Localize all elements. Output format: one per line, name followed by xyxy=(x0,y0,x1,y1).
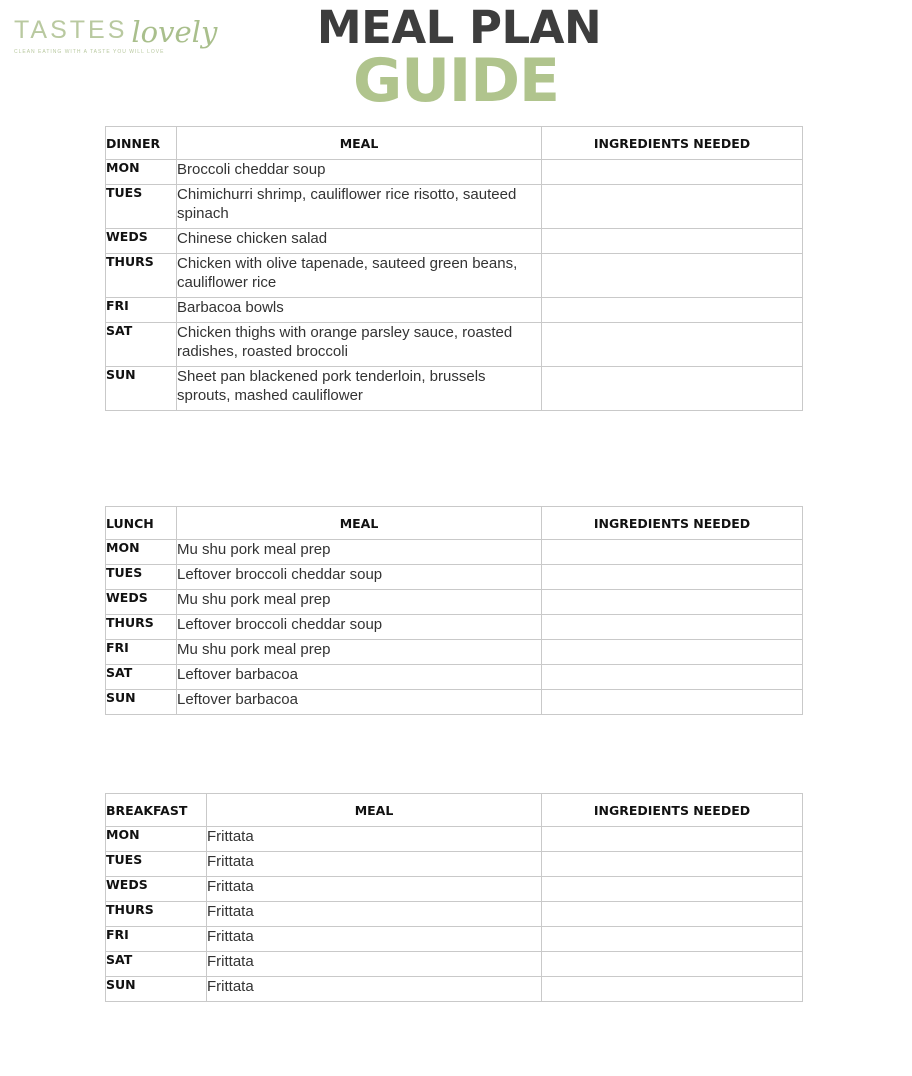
day-label: SAT xyxy=(106,323,177,367)
table-row xyxy=(106,229,803,254)
table-row xyxy=(106,977,803,1002)
day-label: TUES xyxy=(106,565,177,590)
logo-name-lovely: lovely xyxy=(131,15,218,49)
table-header-row xyxy=(106,794,803,827)
ingredients-cell[interactable] xyxy=(542,298,803,323)
ingredients-cell[interactable] xyxy=(542,590,803,615)
day-label: SAT xyxy=(106,952,207,977)
meal-cell: Sheet pan blackened pork tenderloin, brussels sprouts, mashed cauliflower xyxy=(177,367,542,411)
table-row xyxy=(106,665,803,690)
day-label: FRI xyxy=(106,927,207,952)
ingredients-cell[interactable] xyxy=(542,690,803,715)
day-label: SAT xyxy=(106,665,177,690)
ingredients-cell[interactable] xyxy=(542,254,803,298)
table-row xyxy=(106,590,803,615)
day-label: THURS xyxy=(106,254,177,298)
table-header-row xyxy=(106,127,803,160)
title-line-2: GUIDE xyxy=(352,46,560,116)
day-label: TUES xyxy=(106,185,177,229)
ingredients-cell[interactable] xyxy=(542,902,803,927)
table-row xyxy=(106,952,803,977)
meal-cell: Frittata xyxy=(207,927,542,952)
ingredients-cell[interactable] xyxy=(542,540,803,565)
ingredients-cell[interactable] xyxy=(542,952,803,977)
meal-cell: Leftover barbacoa xyxy=(177,665,542,690)
ingredients-column-header: INGREDIENTS NEEDED xyxy=(542,127,803,160)
meal-cell: Frittata xyxy=(207,902,542,927)
table-corner-label: DINNER xyxy=(106,127,177,160)
table-row xyxy=(106,927,803,952)
table-corner-label: LUNCH xyxy=(106,507,177,540)
day-label: WEDS xyxy=(106,229,177,254)
day-label: SUN xyxy=(106,690,177,715)
day-label: TUES xyxy=(106,852,207,877)
ingredients-column-header: INGREDIENTS NEEDED xyxy=(542,794,803,827)
day-label: THURS xyxy=(106,615,177,640)
ingredients-cell[interactable] xyxy=(542,640,803,665)
meal-cell: Frittata xyxy=(207,952,542,977)
meal-cell: Frittata xyxy=(207,852,542,877)
meal-cell: Chicken thighs with orange parsley sauce, roasted radishes, roasted broccoli xyxy=(177,323,542,367)
table-row xyxy=(106,298,803,323)
table-row xyxy=(106,877,803,902)
day-label: MON xyxy=(106,827,207,852)
meal-cell: Leftover broccoli cheddar soup xyxy=(177,615,542,640)
ingredients-cell[interactable] xyxy=(542,229,803,254)
ingredients-cell[interactable] xyxy=(542,665,803,690)
table-row xyxy=(106,254,803,298)
meal-column-header: MEAL xyxy=(177,507,542,540)
meal-cell: Mu shu pork meal prep xyxy=(177,540,542,565)
meal-column-header: MEAL xyxy=(207,794,542,827)
day-label: THURS xyxy=(106,902,207,927)
day-label: MON xyxy=(106,160,177,185)
meal-cell: Mu shu pork meal prep xyxy=(177,640,542,665)
meal-column-header: MEAL xyxy=(177,127,542,160)
meal-cell: Chinese chicken salad xyxy=(177,229,542,254)
meal-cell: Barbacoa bowls xyxy=(177,298,542,323)
table-row xyxy=(106,185,803,229)
ingredients-cell[interactable] xyxy=(542,185,803,229)
meal-cell: Frittata xyxy=(207,877,542,902)
table-row xyxy=(106,902,803,927)
table-corner-label: BREAKFAST xyxy=(106,794,207,827)
title-line-1: MEAL PLAN xyxy=(316,1,602,54)
meal-cell: Broccoli cheddar soup xyxy=(177,160,542,185)
ingredients-cell[interactable] xyxy=(542,977,803,1002)
table-row xyxy=(106,827,803,852)
ingredients-cell[interactable] xyxy=(542,160,803,185)
ingredients-cell[interactable] xyxy=(542,877,803,902)
day-label: FRI xyxy=(106,640,177,665)
ingredients-cell[interactable] xyxy=(542,367,803,411)
table-row xyxy=(106,690,803,715)
day-label: MON xyxy=(106,540,177,565)
page-title xyxy=(0,1,912,116)
meal-cell: Chimichurri shrimp, cauliflower rice risotto, sauteed spinach xyxy=(177,185,542,229)
meal-cell: Leftover broccoli cheddar soup xyxy=(177,565,542,590)
meal-cell: Frittata xyxy=(207,977,542,1002)
dinner-table xyxy=(105,126,803,411)
table-row xyxy=(106,540,803,565)
ingredients-cell[interactable] xyxy=(542,615,803,640)
logo-name-tastes: TASTES xyxy=(14,16,128,44)
meal-cell: Leftover barbacoa xyxy=(177,690,542,715)
day-label: FRI xyxy=(106,298,177,323)
table-header-row xyxy=(106,507,803,540)
table-row xyxy=(106,367,803,411)
ingredients-cell[interactable] xyxy=(542,565,803,590)
day-label: WEDS xyxy=(106,877,207,902)
meal-cell: Frittata xyxy=(207,827,542,852)
ingredients-cell[interactable] xyxy=(542,323,803,367)
table-row xyxy=(106,565,803,590)
ingredients-cell[interactable] xyxy=(542,827,803,852)
ingredients-cell[interactable] xyxy=(542,927,803,952)
ingredients-cell[interactable] xyxy=(542,852,803,877)
ingredients-column-header: INGREDIENTS NEEDED xyxy=(542,507,803,540)
logo-tagline: CLEAN EATING WITH A TASTE YOU WILL LOVE xyxy=(14,49,165,55)
lunch-table xyxy=(105,506,803,715)
breakfast-table xyxy=(105,793,803,1002)
meal-cell: Chicken with olive tapenade, sauteed green beans, cauliflower rice xyxy=(177,254,542,298)
table-row xyxy=(106,323,803,367)
table-row xyxy=(106,640,803,665)
table-row xyxy=(106,852,803,877)
day-label: WEDS xyxy=(106,590,177,615)
day-label: SUN xyxy=(106,367,177,411)
table-row xyxy=(106,160,803,185)
meal-cell: Mu shu pork meal prep xyxy=(177,590,542,615)
day-label: SUN xyxy=(106,977,207,1002)
table-row xyxy=(106,615,803,640)
